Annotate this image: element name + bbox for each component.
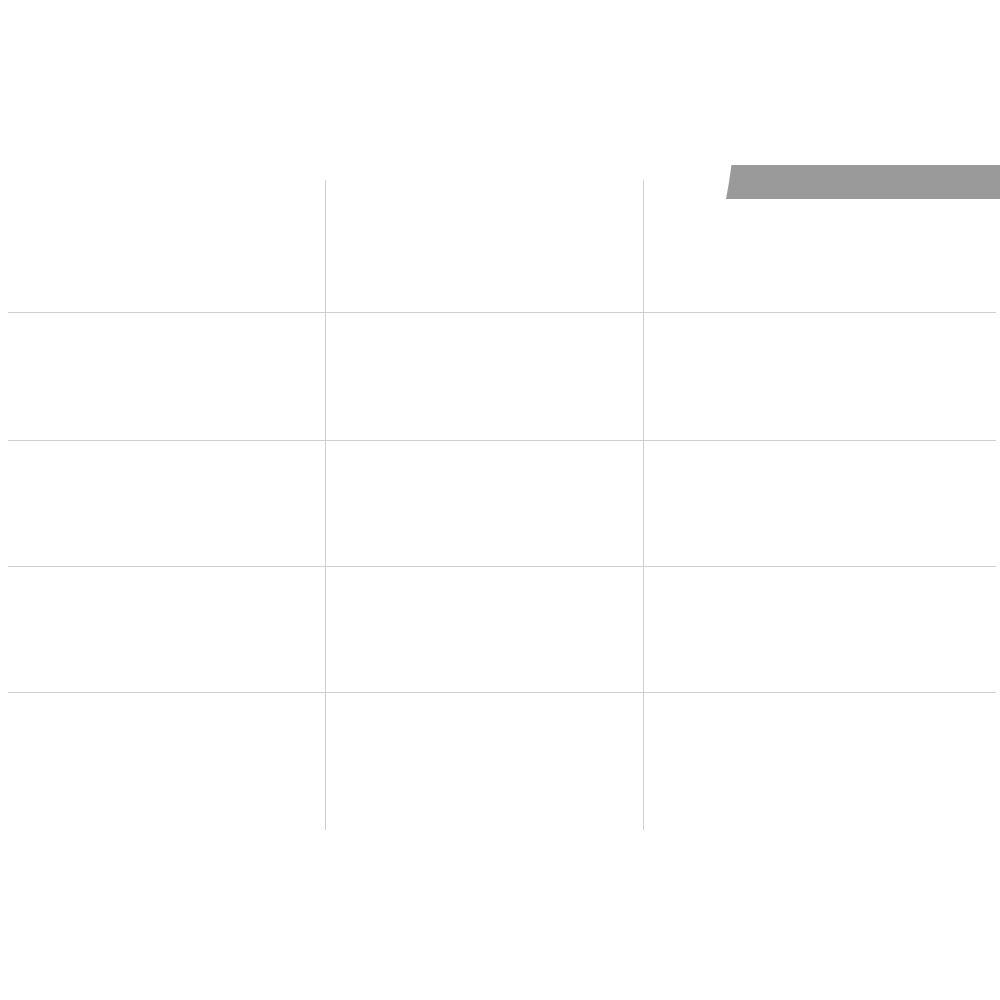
row-divider-4 xyxy=(8,692,996,693)
row-divider-2 xyxy=(8,440,996,441)
column-divider-2 xyxy=(643,180,644,830)
column-divider-1 xyxy=(325,180,326,830)
banner-bg xyxy=(726,165,1000,199)
row-divider-1 xyxy=(8,312,996,313)
row-divider-3 xyxy=(8,566,996,567)
